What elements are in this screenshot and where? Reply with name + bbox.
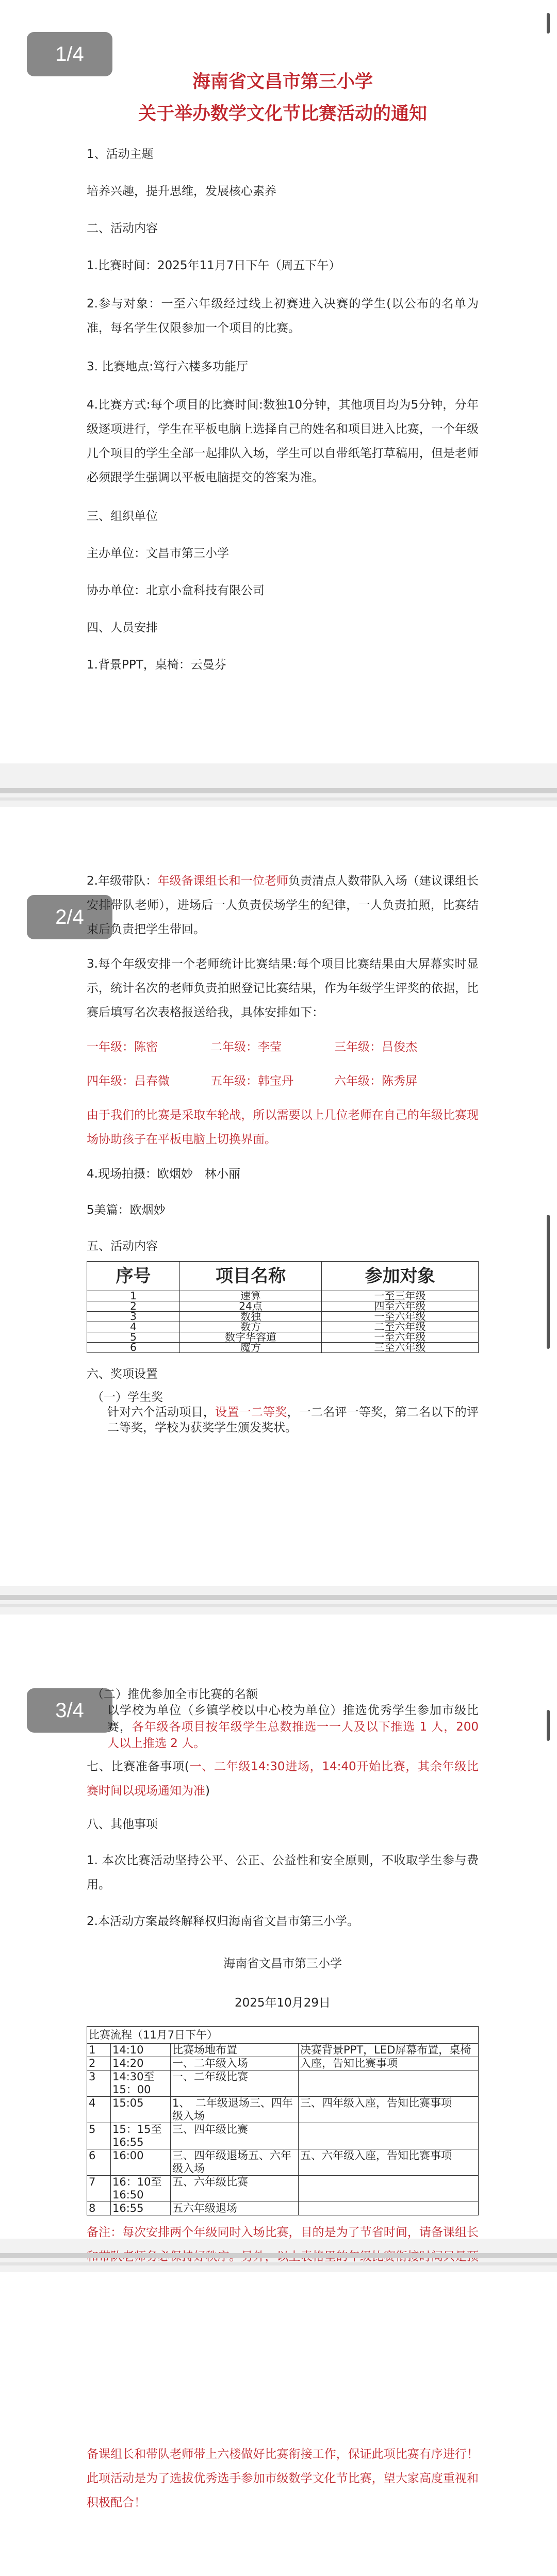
student-award-text: 针对六个活动项目，设置一二等奖，一二名评一等奖，第二名以下的评二等奖，学校为获奖学生颁发奖状。 — [107, 1406, 479, 1434]
closing-text: 备课组长和带队老师带上六楼做好比赛衔接工作，保证此项比赛有序进行！此项活动是为了选拔优秀选手参加市级数学文化节比赛，望大家高度重视和积极配合！ — [87, 2448, 479, 2509]
table-cell: 速算 — [180, 1291, 322, 1301]
table-cell: 三至六年级 — [322, 1343, 479, 1353]
highlight-text: 设置一二等奖 — [215, 1406, 287, 1419]
table-cell: 四至六年级 — [322, 1301, 479, 1312]
school-name: 海南省文昌市第三小学 — [192, 72, 373, 92]
table-cell — [299, 2123, 479, 2149]
page-indicator: 3/4 — [27, 1688, 112, 1733]
staff-meipian: 5美篇：欧烟妙 — [87, 1203, 166, 1217]
page-divider — [0, 1604, 557, 1607]
table-cell: 16：10至16:50 — [111, 2176, 171, 2202]
table-cell: 4 — [87, 2097, 111, 2123]
document-title: 关于举办数学文化节比赛活动的通知 — [138, 104, 427, 124]
page-divider — [0, 2253, 557, 2258]
section-heading: 三、组织单位 — [87, 510, 158, 523]
theme-text: 培养兴趣，提升思维，发展核心素养 — [87, 185, 276, 198]
table-cell: 7 — [87, 2176, 111, 2202]
table-cell: 一、二年级比赛 — [171, 2070, 299, 2097]
table-cell: 5 — [87, 2123, 111, 2149]
table-cell: 14:10 — [111, 2044, 171, 2057]
signature-date: 2025年10月29日 — [234, 1996, 331, 2010]
table-cell: 14:30至15：00 — [111, 2070, 171, 2097]
table-cell: 一至六年级 — [322, 1332, 479, 1343]
table-cell: 五、六年级入座，告知比赛事项 — [299, 2149, 479, 2176]
city-quota-text: 以学校为单位（乡镇学校以中心校为单位）推选优秀学生参加市级比赛，各年级各项目按年级学生总数推选一一人及以下推选 1 人，200 人以上推选 2 人。 — [107, 1704, 479, 1750]
section-heading: 八、其他事项 — [87, 1818, 158, 1831]
table-cell: 15：15至16:55 — [111, 2123, 171, 2149]
table-cell: 三、四年级比赛 — [171, 2123, 299, 2149]
table-row — [87, 2057, 479, 2070]
table-cell — [299, 2070, 479, 2097]
table-cell: 数字华容道 — [180, 1332, 322, 1343]
table-cell: 1 — [87, 1291, 180, 1301]
table-cell: 二至六年级 — [322, 1322, 479, 1332]
table-cell: 5 — [87, 1332, 180, 1343]
grade-lead-text: 2.年级带队：年级备课组长和一位老师负责清点人数带队入场（建议课组长安排带队老师），进场后一人负责侯场学生的纪律，一人负责拍照，比赛结束后负责把学生带回。 — [87, 874, 479, 936]
table-row — [87, 2202, 479, 2215]
host-unit: 主办单位：文昌市第三小学 — [87, 547, 229, 560]
table-header: 序号 — [87, 1262, 180, 1291]
table-cell: 6 — [87, 2149, 111, 2176]
table-header: 参加对象 — [322, 1262, 479, 1291]
table-cell: 14:20 — [111, 2057, 171, 2070]
match-format: 4.比赛方式:每个项目的比赛时间:数独10分钟，其他项目均为5分钟，分年级逐项进行，学生在平板电脑上选择自己的姓名和项目进入比赛，一个年级几个项目的学生全部一起排队入场，学生可以自带纸笔打草稿用，但是老师必须跟学生强调以平板电脑提交的答案为准。 — [87, 398, 479, 484]
match-place: 3. 比赛地点:笃行六楼多功能厅 — [87, 360, 249, 373]
stats-teacher-row: 四年级：吕春微 五年级：韩宝丹 六年级：陈秀屏 — [87, 1074, 417, 1088]
page-divider — [0, 788, 557, 793]
page-indicator: 1/4 — [27, 32, 112, 76]
highlight-text: 各年级各项目按年级学生总数推选一一人及以下推选 1 人，200 人以上推选 2 人。 — [107, 1720, 479, 1750]
table-cell: 决赛背景PPT，LED屏幕布置，桌椅 — [299, 2044, 479, 2057]
page-3 — [0, 1615, 557, 2239]
table-row — [87, 2044, 479, 2057]
table-row — [87, 2149, 479, 2176]
table-row — [87, 2176, 479, 2202]
schedule-table — [87, 2026, 479, 2215]
table-cell: 2 — [87, 1301, 180, 1312]
signature-org: 海南省文昌市第三小学 — [223, 1957, 342, 1970]
staff-photo: 4.现场拍摄：欧烟妙 林小丽 — [87, 1167, 240, 1181]
section-heading: 二、活动内容 — [87, 222, 158, 235]
table-header: 项目名称 — [180, 1262, 322, 1291]
section-heading: 四、人员安排 — [87, 621, 158, 634]
table-cell: 4 — [87, 1322, 180, 1332]
section-heading: 六、奖项设置 — [87, 1367, 158, 1381]
table-cell: 16:55 — [111, 2202, 171, 2215]
table-cell — [299, 2176, 479, 2202]
section-heading: 五、活动内容 — [87, 1240, 158, 1253]
table-cell: 三、四年级退场五、六年级入场 — [171, 2149, 299, 2176]
table-cell: 24点 — [180, 1301, 322, 1312]
page-2 — [0, 807, 557, 1586]
stats-teacher-text: 3.每个年级安排一个老师统计比赛结果:每个项目比赛结果由大屏幕实时显示，统计名次的老师负责拍照登记比赛结果，作为年级学生评奖的依据，比赛后填写名次表格报送给我，具体安排如下： — [87, 957, 479, 1019]
table-row — [87, 2097, 479, 2123]
section-heading: 1、活动主题 — [87, 148, 154, 161]
table-cell: 数方 — [180, 1322, 322, 1332]
co-host-unit: 协办单位：北京小盒科技有限公司 — [87, 584, 265, 597]
fairness-text: 1. 本次比赛活动坚持公平、公正、公益性和安全原则，不收取学生参与费用。 — [87, 1854, 479, 1892]
table-cell — [299, 2202, 479, 2215]
scrollbar-thumb[interactable] — [547, 1710, 550, 1741]
stats-teacher-row: 一年级：陈密 二年级：李莹 三年级：吕俊杰 — [87, 1040, 417, 1054]
table-cell: 1 — [87, 2044, 111, 2057]
table-row — [87, 1343, 479, 1353]
scrollbar-thumb[interactable] — [547, 1215, 550, 1349]
rights-text: 2.本活动方案最终解释权归海南省文昌市第三小学。 — [87, 1915, 359, 1928]
table-cell: 2 — [87, 2057, 111, 2070]
prep-text: 七、比赛准备事项(一、二年级14:30进场，14:40开始比赛，其余年级比赛时间以现场通知为准) — [87, 1760, 479, 1798]
table-cell: 五六年级退场 — [171, 2202, 299, 2215]
table-cell: 三、四年级入座，告知比赛事项 — [299, 2097, 479, 2123]
subsection-heading: （二）推优参加全市比赛的名额 — [92, 1688, 258, 1701]
page-divider — [0, 2262, 557, 2265]
table-cell: 3 — [87, 1312, 180, 1322]
table-caption: 比赛流程（11月7日下午） — [87, 2027, 479, 2044]
table-cell: 1、 二年级退场三、四年级入场 — [171, 2097, 299, 2123]
table-cell: 入座，告知比赛事项 — [299, 2057, 479, 2070]
table-cell: 3 — [87, 2070, 111, 2097]
table-cell: 16:00 — [111, 2149, 171, 2176]
table-cell: 一至六年级 — [322, 1312, 479, 1322]
page-4 — [0, 2272, 557, 2576]
match-time: 1.比赛时间：2025年11月7日下午（周五下午） — [87, 259, 341, 272]
event-table — [87, 1261, 479, 1353]
table-cell: 一、二年级入场 — [171, 2057, 299, 2070]
table-cell: 15:05 — [111, 2097, 171, 2123]
participants: 2.参与对象：一至六年级经过线上初赛进入决赛的学生(以公布的名单为准，每名学生仅限参加一个项目的比赛。 — [87, 297, 479, 335]
highlight-text: 年级备课组长和一位老师 — [157, 874, 289, 888]
scrollbar-thumb[interactable] — [547, 13, 550, 34]
table-cell: 五、六年级比赛 — [171, 2176, 299, 2202]
subsection-heading: （一）学生奖 — [92, 1391, 163, 1404]
stats-note: 由于我们的比赛是采取车轮战，所以需要以上几位老师在自己的年级比赛现场协助孩子在平板电脑上切换界面。 — [87, 1108, 479, 1146]
remark-text: 备注：每次安排两个年级同时入场比赛，目的是为了节省时间，请备课组长 — [87, 2226, 479, 2239]
table-cell: 一至三年级 — [322, 1291, 479, 1301]
highlight-text: 一、二年级14:30进场，14:40开始比赛，其余年级比赛时间以现场通知为准 — [87, 1760, 479, 1798]
table-cell: 魔方 — [180, 1343, 322, 1353]
table-row — [87, 2123, 479, 2149]
table-cell: 8 — [87, 2202, 111, 2215]
table-cell: 6 — [87, 1343, 180, 1353]
table-row — [87, 2070, 479, 2097]
staff-ppt: 1.背景PPT，桌椅：云曼芬 — [87, 658, 226, 672]
page-divider — [0, 1595, 557, 1600]
page-divider — [0, 797, 557, 801]
page-indicator: 2/4 — [27, 895, 112, 939]
table-cell: 比赛场地布置 — [171, 2044, 299, 2057]
page-1 — [0, 0, 557, 763]
table-cell: 数独 — [180, 1312, 322, 1322]
